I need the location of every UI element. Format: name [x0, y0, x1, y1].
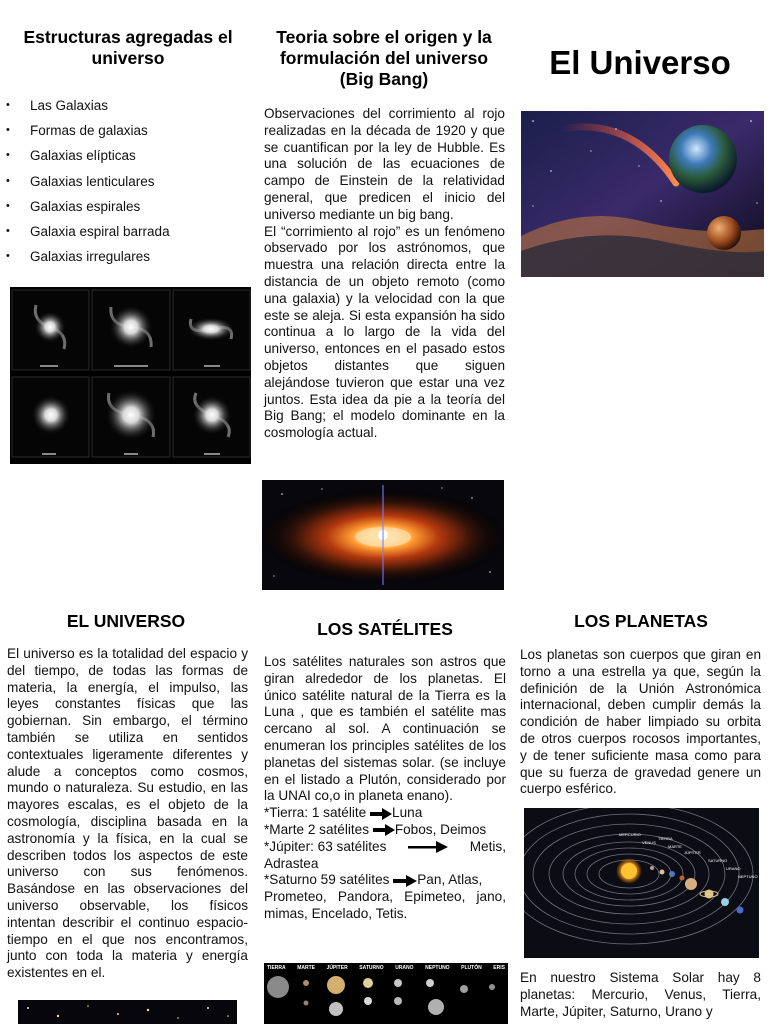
- big-bang-paragraph-2: El “corrimiento al rojo” es un fenómeno observado por los astrónomos, que muestra una relación directa entre la distancia de un objeto remoto (como una galaxia) y la velocidad con la que este se aleja. Si esta expansión ha sido continua a lo largo de la vida del universo, entonces en el pasado estos objetos distantes que siguen alejándose tuvieron que estar una vez juntos. Esta idea da pie a la teoría del Big Bang; el modelo dominante en la cosmología actual.: [264, 223, 505, 441]
- orbit-label: MERCURIO: [619, 832, 641, 837]
- list-item: • Las Galaxias: [4, 93, 254, 118]
- satellite-names: Metis,: [469, 838, 506, 854]
- space-planets-image: [521, 111, 764, 277]
- satellite-names: Pan, Atlas,: [417, 872, 483, 888]
- orbit-label: URANO: [726, 866, 741, 871]
- satellite-planet-label: *Marte 2 satélites: [264, 821, 370, 837]
- table-header-cell: NEPTUNO: [425, 965, 450, 971]
- satellite-names: Luna: [392, 805, 423, 821]
- satelites-paragraph: Los satélites naturales son astros que giran alrededor de los planetas. El único satélite natural de la Tierra es la Luna , que es también el satélite mas cercano al sol. A continuación se enumeran los principles satélites de los planetas del sistemas solar. (se incluye en el listado a Plutón, considerado por la UNAI co,o in planeta enano).: [264, 654, 506, 804]
- table-header-cell: URANO: [395, 965, 414, 971]
- list-item: • Galaxias espirales: [4, 194, 254, 219]
- satellite-line-mars: [264, 822, 506, 839]
- table-header-cell: TIERRA: [267, 965, 286, 971]
- orbit-label: NEPTUNO: [738, 874, 758, 879]
- big-bang-graphic: [262, 480, 504, 590]
- list-item: • Galaxia espiral barrada: [4, 219, 254, 244]
- list-item: • Galaxias irregulares: [4, 244, 254, 269]
- list-item: • Formas de galaxias: [4, 118, 254, 143]
- arrow-right-icon: [393, 875, 417, 887]
- satellite-line-jupiter: [264, 839, 506, 856]
- planetas-section-title: LOS PLANETAS: [574, 611, 708, 631]
- star-field-image: [18, 1000, 237, 1024]
- star-field-graphic: [18, 1000, 237, 1024]
- list-item: • Galaxias elípticas: [4, 143, 254, 168]
- satellite-line-jupiter-cont: Adrastea: [264, 855, 319, 871]
- table-header-cell: ERIS: [493, 965, 505, 971]
- orbit-label: JÚPITER: [684, 850, 701, 855]
- orbit-label: TIERRA: [658, 836, 673, 841]
- big-bang-text: [264, 106, 505, 442]
- solar-system-image: [524, 808, 759, 958]
- space-planets-graphic: [521, 111, 764, 277]
- el-universo-title: El Universo: [549, 44, 731, 81]
- satellite-planet-label: *Júpiter: 63 satélites: [264, 838, 387, 854]
- satellite-planet-label: *Tierra: 1 satélite: [264, 805, 367, 821]
- solar-system-graphic: [524, 808, 759, 958]
- satellites-table-image: [264, 963, 508, 1024]
- big-bang-title: Teoria sobre el origen y la formulación del universo (Big Bang): [276, 27, 492, 89]
- planetas-text-2: En nuestro Sistema Solar hay 8 planetas: Mercurio, Venus, Tierra, Marte, Júpiter, Saturno, Urano y: [520, 970, 761, 1019]
- satellites-table-graphic: [264, 971, 508, 1023]
- orbit-label: VENUS: [642, 840, 656, 845]
- satellite-line-saturn: [264, 872, 506, 889]
- table-header-cell: JÚPITER: [326, 965, 348, 971]
- table-header-cell: SATURNO: [359, 965, 384, 971]
- big-bang-paragraph-1: Observaciones del corrimiento al rojo realizadas en la década de 1920 y que se cuantifican por la ley de Hubble. Es una solución de las ecuaciones de campo de Einstein de la relatividad general, que predicen el inicio del universo mediante un big bang.: [264, 106, 505, 222]
- satellite-planet-label: *Saturno 59 satélites: [264, 872, 390, 888]
- universo-text: El universo es la totalidad del espacio y del tiempo, de todas las formas de materia, la energía, el impulso, las leyes constantes físicas que las gobiernan. Sin embargo, el término también se utiliza en sentidos contextuales ligeramente diferentes y alude a conceptos como cosmos, mundo o naturaleza. Su estudio, en las mayores escalas, es el objeto de la cosmología, disciplina basada en la astronomía y la física, en la cual se describen todos los aspectos de este universo con sus fenómenos. Basándose en las observaciones del universo observable, los físicos intentan describir el continuo espacio-tiempo en el que nos encontramos, junto con toda la materia y energía existentes en el.: [7, 646, 248, 981]
- table-header-cell: MARTE: [297, 965, 315, 971]
- estructuras-title: Estructuras agregadas el universo: [23, 27, 233, 68]
- galaxy-types-list: [4, 93, 254, 269]
- table-header-cell: PLUTÓN: [461, 965, 482, 971]
- satellite-names: Fobos, Deimos: [394, 821, 487, 837]
- arrow-right-icon: [370, 808, 392, 820]
- satelites-section-title: LOS SATÉLITES: [317, 619, 453, 639]
- universo-section-title: EL UNIVERSO: [66, 611, 186, 631]
- satellite-line-earth: [264, 805, 506, 822]
- arrow-right-icon: [408, 841, 448, 853]
- satelites-text: [264, 654, 506, 923]
- galaxy-grid-image: [10, 287, 251, 464]
- planetas-text: Los planetas son cuerpos que giran en torno a una estrella ya que, según la definición de la Unión Astronómica internacional, deben cumplir demás la condición de haber limpiado su orbita de otros cuerpos rocosos importantes, y de tener suficiente masa como para que su fuerza de gravedad genere un cuerpo esférico.: [520, 647, 761, 797]
- satellites-table-header: [264, 963, 508, 971]
- orbit-label: MARTE: [668, 844, 682, 849]
- orbit-label: SATURNO: [708, 858, 728, 863]
- galaxy-grid-graphic: [10, 287, 251, 464]
- list-item: • Galaxias lenticulares: [4, 169, 254, 194]
- satellite-line-saturn-cont: Prometeo, Pandora, Epimeteo, jano, mimas, Encelado, Tetis.: [264, 889, 506, 921]
- arrow-right-icon: [373, 824, 395, 836]
- big-bang-image: [262, 480, 504, 590]
